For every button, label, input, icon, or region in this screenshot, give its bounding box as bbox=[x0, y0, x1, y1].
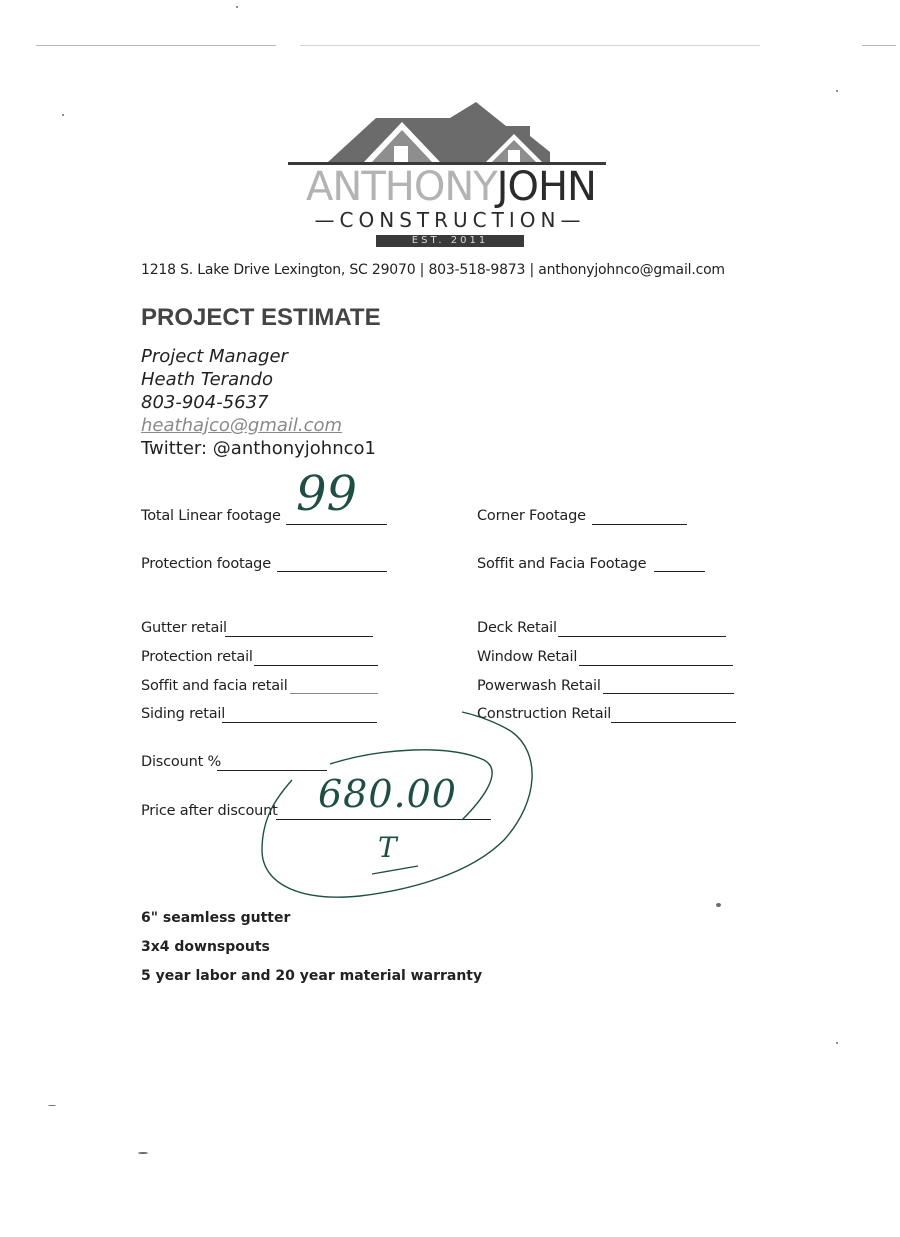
feature-item: 3x4 downspouts bbox=[141, 939, 270, 955]
protection-retail-label: Protection retail bbox=[141, 649, 253, 665]
feature-item: 6" seamless gutter bbox=[141, 910, 291, 926]
logo-est-badge: EST. 2011 bbox=[376, 235, 524, 247]
corner-footage-label: Corner Footage bbox=[477, 508, 586, 524]
manager-role: Project Manager bbox=[141, 346, 288, 367]
discount-label: Discount % bbox=[141, 754, 222, 770]
page-title: PROJECT ESTIMATE bbox=[141, 304, 381, 331]
protection-footage-label: Protection footage bbox=[141, 556, 271, 572]
manager-twitter: Twitter: @anthonyjohnco1 bbox=[141, 438, 376, 459]
soffit-facia-retail-label: Soffit and facia retail bbox=[141, 678, 288, 694]
manager-email-link[interactable]: heathajco@gmail.com bbox=[141, 415, 343, 436]
handwritten-initial: T bbox=[378, 831, 397, 864]
construction-retail-label: Construction Retail bbox=[477, 706, 612, 722]
gutter-retail-label: Gutter retail bbox=[141, 620, 227, 636]
total-linear-footage-label: Total Linear footage bbox=[141, 508, 281, 524]
manager-name: Heath Terando bbox=[141, 369, 273, 390]
price-after-discount-label: Price after discount bbox=[141, 803, 278, 819]
siding-retail-label: Siding retail bbox=[141, 706, 226, 722]
feature-item: 5 year labor and 20 year material warranty bbox=[141, 968, 483, 984]
logo-subtitle: —CONSTRUCTION— bbox=[314, 208, 586, 232]
total-linear-footage-value: 99 bbox=[296, 466, 358, 522]
deck-retail-label: Deck Retail bbox=[477, 620, 557, 636]
manager-phone: 803-904-5637 bbox=[141, 392, 269, 413]
soffit-facia-footage-label: Soffit and Facia Footage bbox=[477, 556, 647, 572]
logo-wordmark: ANTHONYJOHN bbox=[306, 164, 596, 210]
company-address: 1218 S. Lake Drive Lexington, SC 29070 | 803-518-9873 | anthonyjohnco@gmail.com bbox=[141, 262, 725, 278]
window-retail-label: Window Retail bbox=[477, 649, 578, 665]
price-after-discount-value: 680.00 bbox=[318, 772, 457, 816]
powerwash-retail-label: Powerwash Retail bbox=[477, 678, 601, 694]
